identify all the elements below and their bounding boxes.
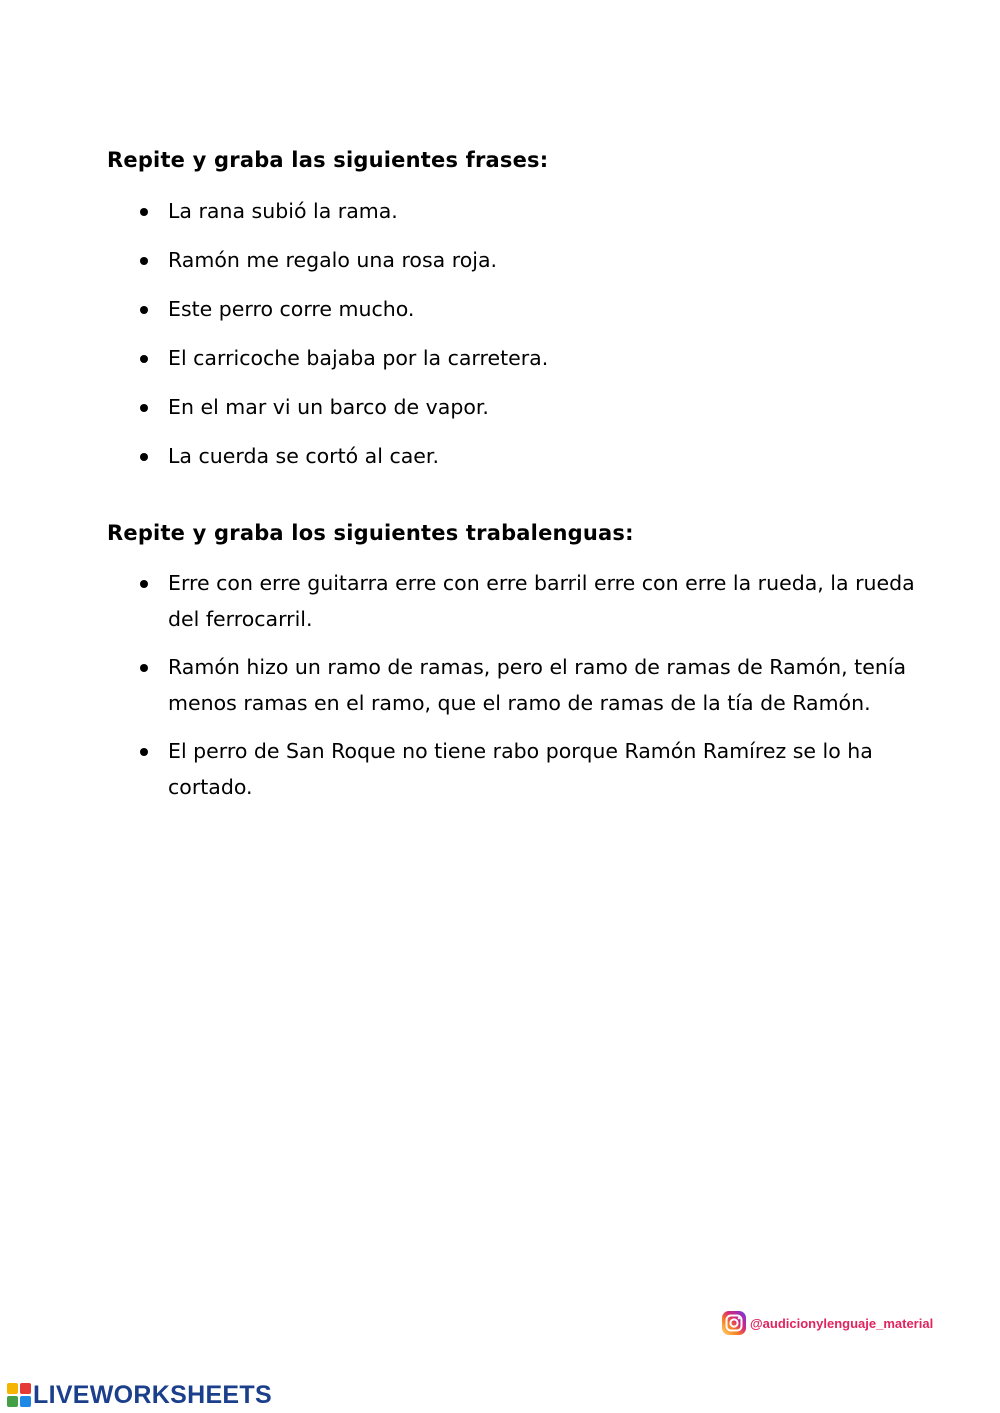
trabalenguas-list	[138, 565, 918, 817]
list-item-text: Este perro corre mucho.	[168, 297, 415, 321]
instagram-icon	[721, 1310, 747, 1336]
list-item	[138, 389, 918, 425]
list-item-text: El carricoche bajaba por la carretera.	[168, 346, 549, 370]
bullet-icon	[140, 257, 148, 265]
section-heading-frases: Repite y graba las siguientes frases:	[107, 148, 549, 172]
bullet-icon	[140, 580, 148, 588]
list-item	[138, 565, 918, 637]
bullet-icon	[140, 748, 148, 756]
liveworksheets-logo-icon	[6, 1382, 32, 1408]
list-item	[138, 291, 918, 327]
list-item-text: El perro de San Roque no tiene rabo porque Ramón Ramírez se lo ha cortado.	[168, 739, 873, 799]
list-item	[138, 733, 918, 805]
instagram-handle: @audicionylenguaje_material	[750, 1315, 934, 1331]
list-item	[138, 193, 918, 229]
bullet-icon	[140, 453, 148, 461]
list-item-text: La cuerda se cortó al caer.	[168, 444, 439, 468]
list-item-text: Ramón me regalo una rosa roja.	[168, 248, 498, 272]
instagram-credit[interactable]	[721, 1310, 933, 1336]
list-item-text: Ramón hizo un ramo de ramas, pero el ramo de ramas de Ramón, tenía menos ramas en el ramo, que el ramo de ramas de la tía de Ramón.	[168, 655, 907, 715]
list-item	[138, 340, 918, 376]
bullet-icon	[140, 664, 148, 672]
list-item-text: Erre con erre guitarra erre con erre barril erre con erre la rueda, la rueda del ferrocarril.	[168, 571, 915, 631]
list-item	[138, 649, 918, 721]
liveworksheets-wordmark: LIVEWORKSHEETS	[33, 1381, 272, 1409]
list-item	[138, 242, 918, 278]
bullet-icon	[140, 404, 148, 412]
bullet-icon	[140, 306, 148, 314]
bullet-icon	[140, 355, 148, 363]
liveworksheets-brand[interactable]	[6, 1381, 272, 1409]
frases-list	[138, 193, 918, 487]
list-item-text: La rana subió la rama.	[168, 199, 398, 223]
list-item	[138, 438, 918, 474]
list-item-text: En el mar vi un barco de vapor.	[168, 395, 489, 419]
section-heading-trabalenguas: Repite y graba los siguientes trabalenguas:	[107, 521, 634, 545]
bullet-icon	[140, 208, 148, 216]
